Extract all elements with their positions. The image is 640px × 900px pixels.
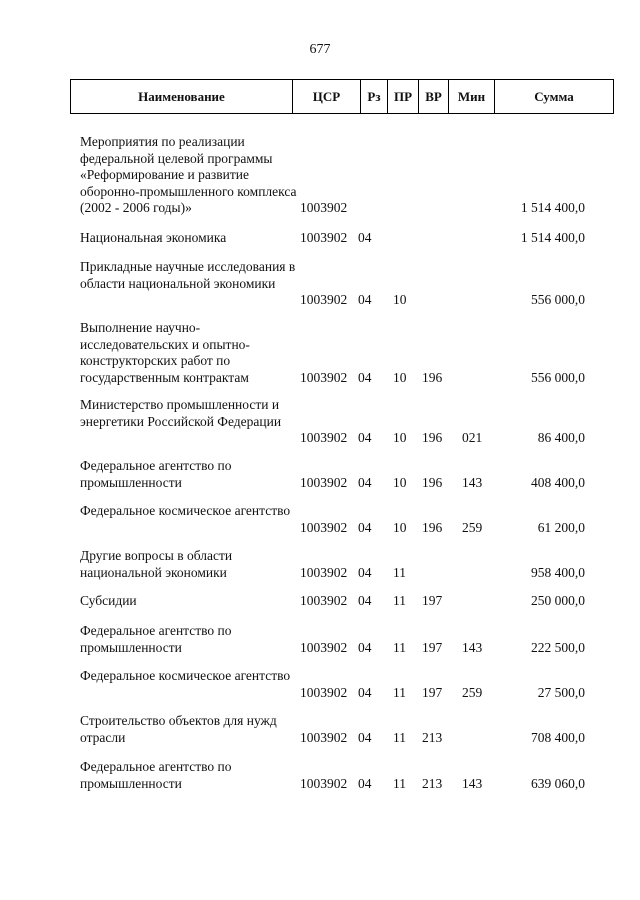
row-pr: 11: [393, 565, 406, 581]
row-name: Федеральное агентство по промышленности: [80, 759, 232, 791]
row-sum: 556 000,0: [531, 292, 585, 308]
row-sum: 408 400,0: [531, 475, 585, 491]
row-name: Мероприятия по реализации федеральной целевой программы «Реформирование и развитие оборонно-промышленного комплекса (2002 - 2006 годы)»: [80, 134, 297, 216]
row-rz: 04: [358, 370, 372, 386]
row-rz: 04: [358, 520, 372, 536]
row-vr: 197: [422, 593, 443, 609]
row-csr: 1003902: [300, 565, 348, 581]
row-pr: 10: [393, 292, 407, 308]
row-vr: 213: [422, 730, 443, 746]
row-pr: 10: [393, 370, 407, 386]
row-csr: 1003902: [300, 430, 348, 446]
table-row: [0, 668, 640, 702]
row-pr: 11: [393, 593, 406, 609]
row-pr: 10: [393, 520, 407, 536]
row-csr: 1003902: [300, 200, 348, 216]
row-vr: 196: [422, 430, 443, 446]
table-row: [0, 458, 640, 492]
table-row: [0, 759, 640, 793]
row-sum: 250 000,0: [531, 593, 585, 609]
table-row: [0, 713, 640, 747]
row-name: Федеральное космическое агентство: [80, 503, 291, 518]
header-sum: Сумма: [494, 80, 613, 113]
row-csr: 1003902: [300, 475, 348, 491]
row-pr: 11: [393, 685, 406, 701]
row-rz: 04: [358, 475, 372, 491]
row-pr: 10: [393, 430, 407, 446]
row-pr: 11: [393, 776, 406, 792]
header-pr: ПР: [387, 80, 418, 113]
row-name: Строительство объектов для нужд отрасли: [80, 713, 277, 745]
table-row: [0, 503, 640, 537]
row-vr: 196: [422, 520, 443, 536]
row-name: Выполнение научно-исследовательских и опытно-конструкторских работ по государственным контрактам: [80, 320, 250, 385]
row-csr: 1003902: [300, 776, 348, 792]
row-rz: 04: [358, 685, 372, 701]
row-rz: 04: [358, 565, 372, 581]
row-vr: 213: [422, 776, 443, 792]
row-csr: 1003902: [300, 292, 348, 308]
row-pr: 11: [393, 730, 406, 746]
row-vr: 196: [422, 475, 443, 491]
table-row: [0, 593, 640, 610]
row-sum: 86 400,0: [537, 430, 585, 446]
row-name: Федеральное космическое агентство: [80, 668, 291, 683]
row-name: Федеральное агентство по промышленности: [80, 623, 232, 655]
row-rz: 04: [358, 292, 372, 308]
table-row: [0, 230, 640, 247]
row-rz: 04: [358, 230, 372, 246]
row-sum: 556 000,0: [531, 370, 585, 386]
page-number: 677: [309, 42, 331, 57]
table-row: [0, 623, 640, 657]
row-csr: 1003902: [300, 593, 348, 609]
row-rz: 04: [358, 730, 372, 746]
row-name: Национальная экономика: [80, 230, 227, 245]
row-rz: 04: [358, 640, 372, 656]
row-sum: 222 500,0: [531, 640, 585, 656]
row-vr: 196: [422, 370, 443, 386]
table-row: [0, 548, 640, 582]
header-min: Мин: [448, 80, 494, 113]
row-rz: 04: [358, 593, 372, 609]
row-csr: 1003902: [300, 520, 348, 536]
row-min: 259: [462, 685, 483, 701]
row-csr: 1003902: [300, 230, 348, 246]
table-row: [0, 259, 640, 309]
row-sum: 1 514 400,0: [520, 200, 585, 216]
row-sum: 639 060,0: [531, 776, 585, 792]
row-csr: 1003902: [300, 370, 348, 386]
row-rz: 04: [358, 430, 372, 446]
row-name: Субсидии: [80, 593, 137, 608]
row-rz: 04: [358, 776, 372, 792]
row-csr: 1003902: [300, 640, 348, 656]
row-sum: 958 400,0: [531, 565, 585, 581]
row-name: Прикладные научные исследования в области национальной экономики: [80, 259, 296, 291]
table-row: [0, 134, 640, 217]
row-sum: 708 400,0: [531, 730, 585, 746]
header-vr: ВР: [418, 80, 448, 113]
row-sum: 1 514 400,0: [520, 230, 585, 246]
row-min: 143: [462, 776, 483, 792]
row-name: Другие вопросы в области национальной экономики: [80, 548, 233, 580]
row-sum: 27 500,0: [537, 685, 585, 701]
row-vr: 197: [422, 640, 443, 656]
row-pr: 11: [393, 640, 406, 656]
row-vr: 197: [422, 685, 443, 701]
row-min: 143: [462, 475, 483, 491]
row-csr: 1003902: [300, 685, 348, 701]
header-csr: ЦСР: [292, 80, 360, 113]
row-sum: 61 200,0: [537, 520, 585, 536]
row-name: Федеральное агентство по промышленности: [80, 458, 232, 490]
row-min: 143: [462, 640, 483, 656]
row-csr: 1003902: [300, 730, 348, 746]
header-name: Наименование: [138, 89, 225, 104]
header-rz: Рз: [360, 80, 387, 113]
row-min: 259: [462, 520, 483, 536]
row-min: 021: [462, 430, 483, 446]
table-row: [0, 320, 640, 387]
row-name: Министерство промышленности и энергетики Российской Федерации: [80, 397, 282, 429]
row-pr: 10: [393, 475, 407, 491]
table-row: [0, 397, 640, 447]
